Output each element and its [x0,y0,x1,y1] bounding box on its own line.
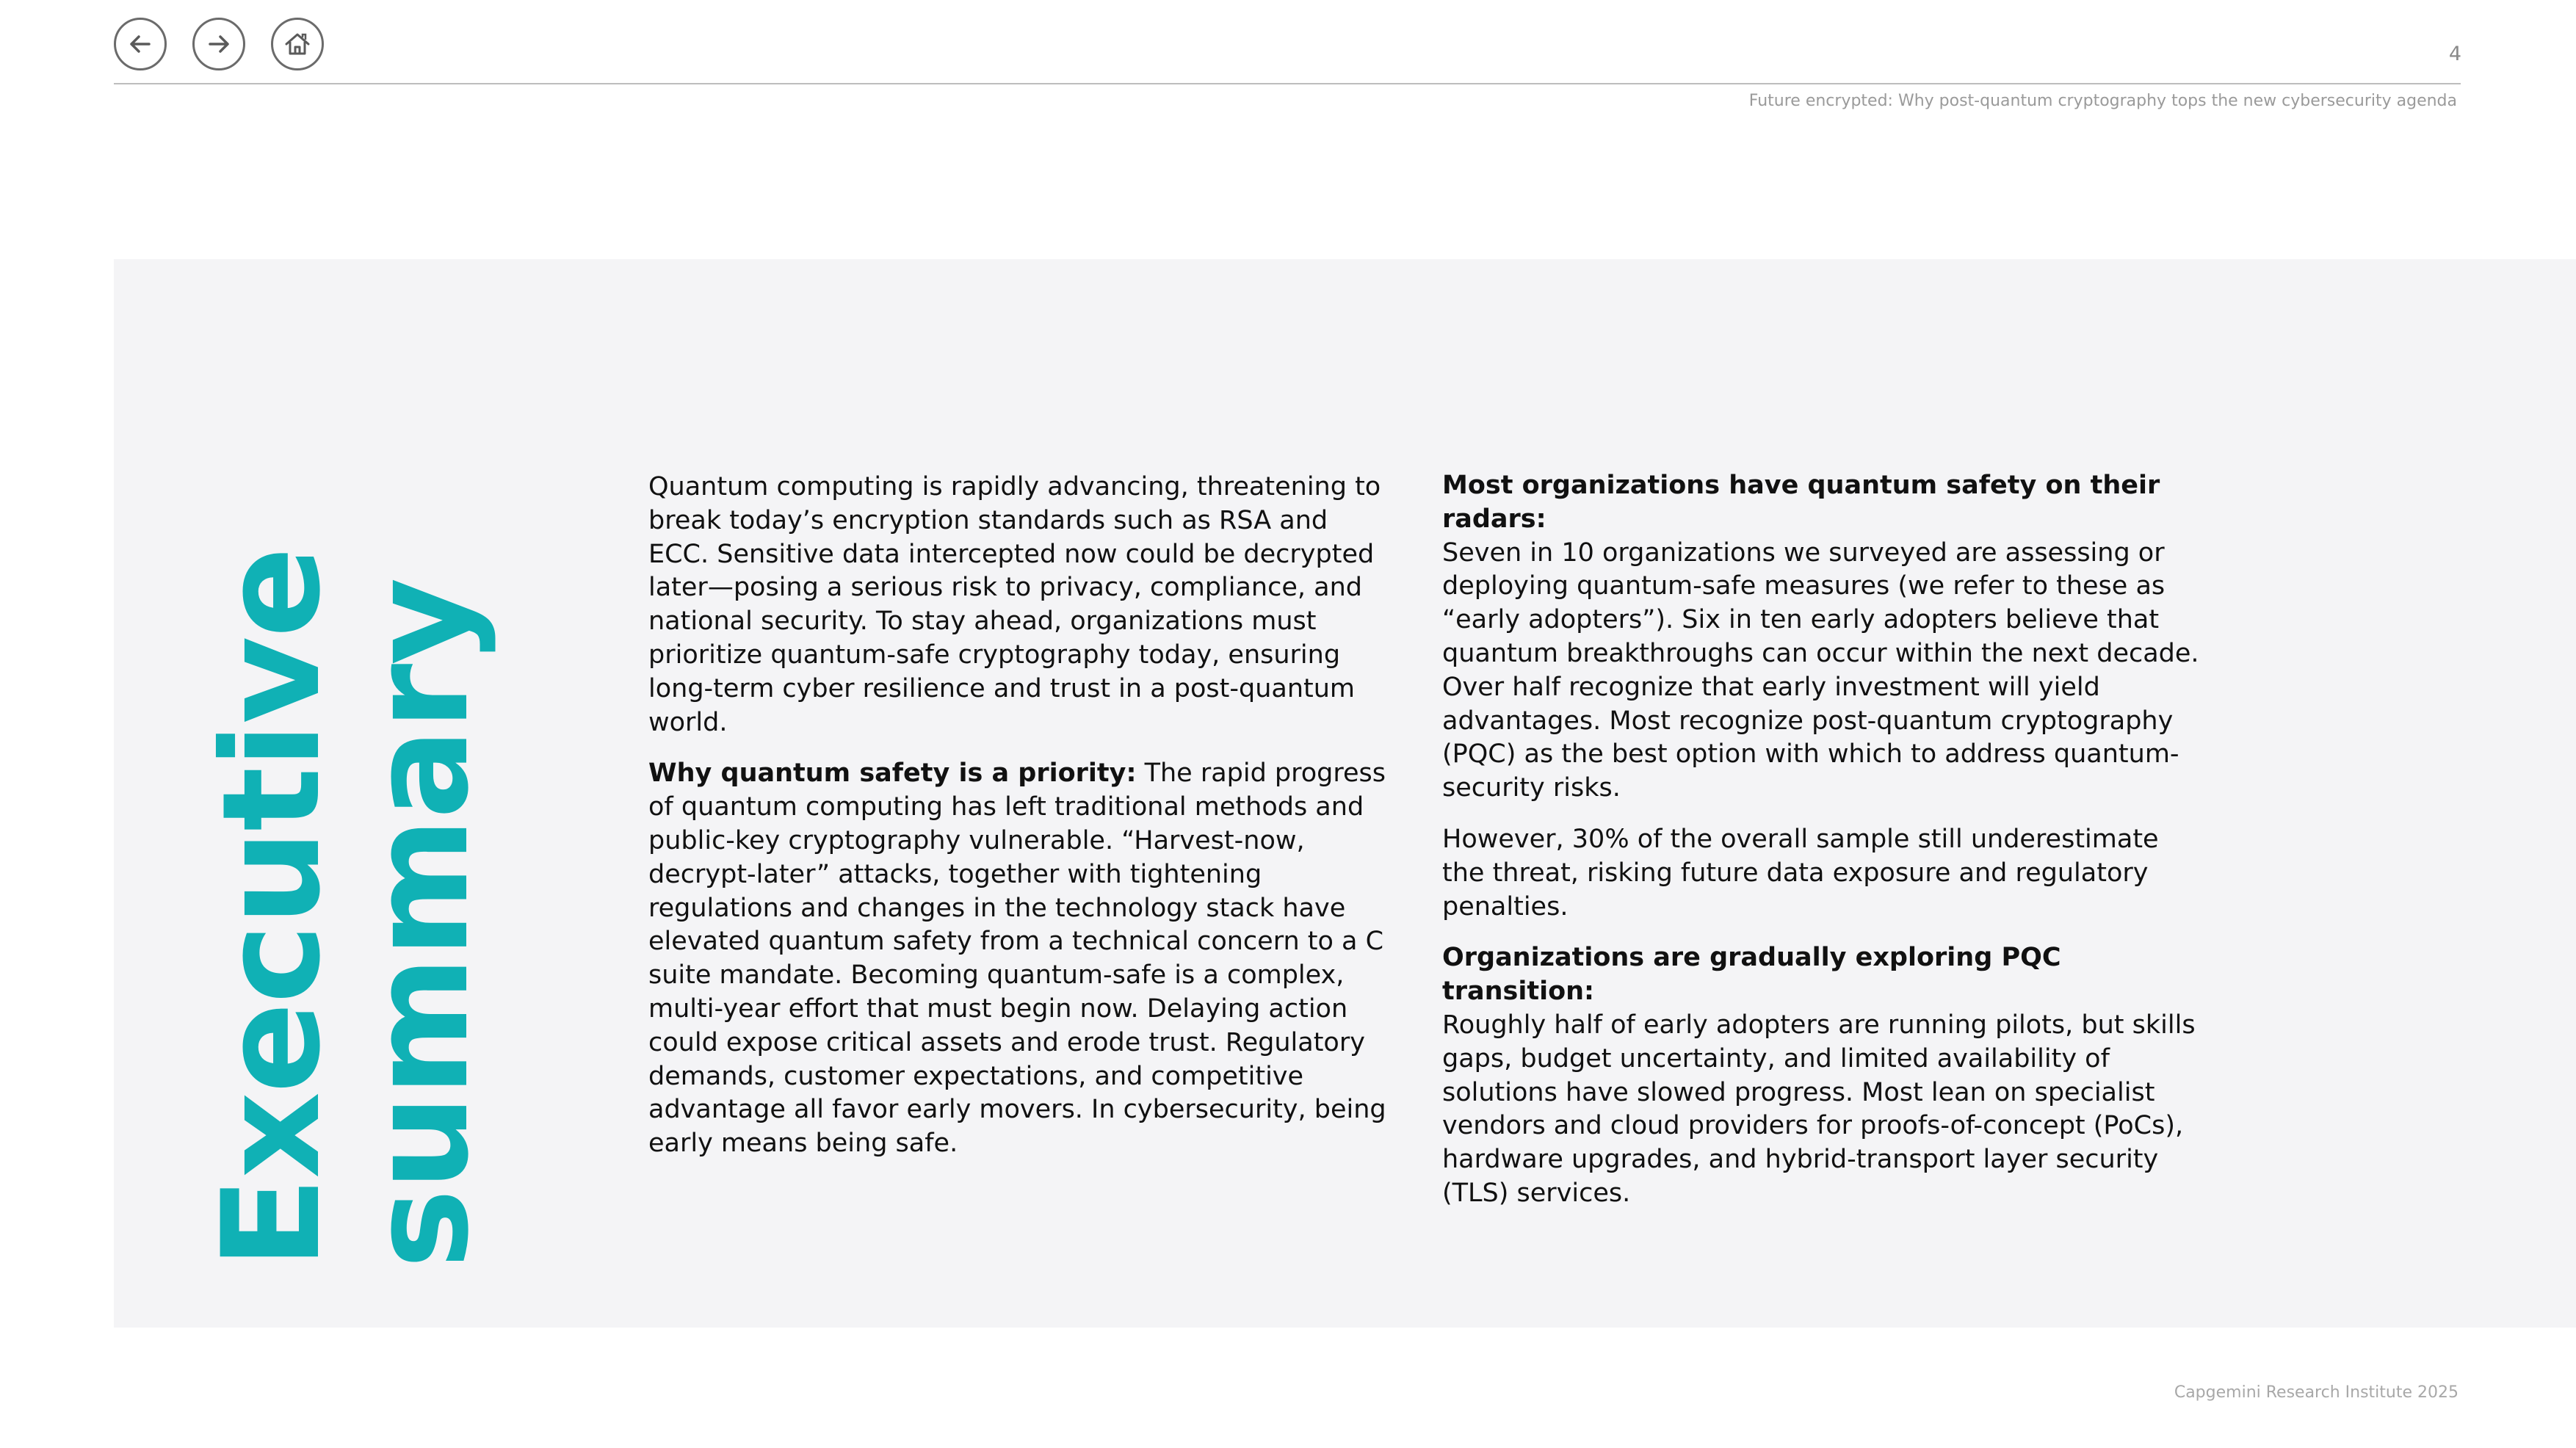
transition-heading: Organizations are gradually exploring PQC transition: [1442,943,2061,1007]
document-title: Future encrypted: Why post-quantum cryptography tops the new cybersecurity agenda [1748,92,2457,110]
priority-heading: Why quantum safety is a priority: [648,759,1137,789]
page-number: 4 [2448,43,2461,65]
section-title-line2: summary [342,579,499,1269]
arrow-left-icon [124,28,156,60]
priority-body: The rapid progress of quantum computing has left traditional methods and public-key cryptography vulnerable. “Harvest-now, decrypt-later” attacks, together with tightening regulations and changes in the technology stack have elevated quantum safety from a technical concern to a C suite mandate. Becoming quantum-safe is a complex, multi-year effort that must begin now. Delaying action could expose critical assets and erode trust. Regulatory demands, customer expectations, and competitive advantage all favor early movers. In cybersecurity, being early means being safe. [648,759,1386,1159]
section-title [194,548,499,1269]
transition-body: Roughly half of early adopters are running pilots, but skills gaps, budget uncertainty, and limited availability of solutions have slowed progress. Most lean on specialist vendors and cloud providers for proofs-of-concept (PoCs), hardware upgrades, and hybrid-transport layer security (TLS) services. [1442,1010,2196,1208]
section-title-line1: Executive [194,548,350,1269]
left-column [648,471,1396,1179]
radar-heading: Most organizations have quantum safety on their radars: [1442,471,2160,534]
home-icon [281,28,314,60]
home-button[interactable] [271,18,324,70]
radar-body: Seven in 10 organizations we surveyed are assessing or deploying quantum-safe measures (we refer to these as “early adopters”). Six in ten early adopters believe that quantum breakthroughs can occur within the next decade. Over half recognize that early investment will yield advantages. Most recognize post-quantum cryptography (PQC) as the best option with which to address quantum-security risks. [1442,537,2199,803]
back-button[interactable] [114,18,167,70]
header-divider [114,83,2461,84]
right-column [1442,469,2206,1228]
forward-button[interactable] [192,18,245,70]
radar-paragraph [1442,469,2206,806]
underestimate-paragraph: However, 30% of the overall sample still underestimate the threat, risking future data exposure and regulatory penalties. [1442,824,2159,922]
priority-paragraph [648,757,1396,1161]
intro-paragraph: Quantum computing is rapidly advancing, threatening to break today’s encryption standards such as RSA and ECC. Sensitive data intercepted now could be decrypted later—posing a serious risk to privacy, compliance, and national security. To stay ahead, organizations must prioritize quantum-safe cryptography today, ensuring long-term cyber resilience and trust in a post-quantum world. [648,472,1381,737]
arrow-right-icon [203,28,235,60]
footer-credit: Capgemini Research Institute 2025 [2174,1383,2459,1402]
transition-paragraph [1442,941,2206,1210]
